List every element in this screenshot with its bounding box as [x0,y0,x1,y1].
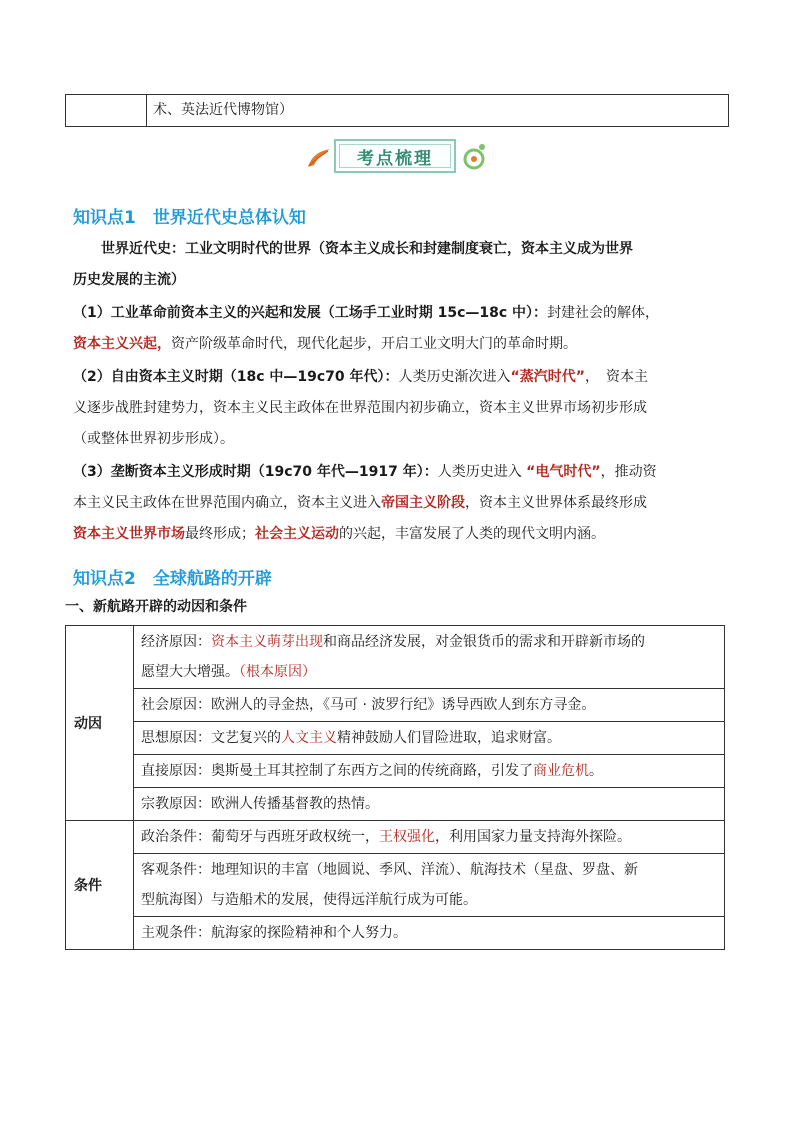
point-3-line2-a: 本主义民主政体在世界范围内确立，资本主义进入 [73,495,381,511]
table-row [66,722,725,755]
condition-label: 条件 [66,821,134,950]
religious-reason: 宗教原因：欧洲人传播基督教的热情。 [134,788,725,821]
point-2-line-2: 义逐步战胜封建势力，资本主义民主政体在世界范围内初步确立，资本主义世界市场初步形成 [73,400,647,416]
point-3-text: 人类历史进入 [437,464,527,480]
emphasis: 王权强化 [379,829,435,845]
point-1-emphasis: 资本主义兴起， [73,336,171,352]
table-empty-cell [66,95,147,126]
point-1-title: （1）工业革命前资本主义的兴起和发展（工场手工业时期 15c—18c 中）： [73,305,548,321]
kp1-intro-cont [73,265,733,296]
table-row [66,689,725,722]
point-3-line2-emphasis: 帝国主义阶段 [381,495,465,511]
emphasis: 资本主义萌芽出现 [211,634,323,650]
intro-line-2: 历史发展的主流） [73,272,185,288]
kp2-subheading: 一、新航路开辟的动因和条件 [65,599,247,615]
point-3-line3-emphasis-1: 资本主义世界市场 [73,526,185,542]
point-2-title: （2）自由资本主义时期（18c 中—19c70 年代）： [73,369,399,385]
kp1-point-3 [73,457,733,550]
kp2-heading: 知识点2 全球航路的开辟 [73,569,272,589]
emphasis: （根本原因） [239,664,316,680]
point-3-line3-b: 的兴起，丰富发展了人类的现代文明内涵。 [339,526,605,542]
social-reason: 社会原因：欧洲人的寻金热，《马可 · 波罗行纪》诱导西欧人到东方寻金。 [134,689,725,722]
objective-condition: 客观条件：地理知识的丰富（地圆说、季风、洋流）、航海技术（星盘、罗盘、新 型航海图）与造船术的发展，使得远洋航行成为可能。 [134,854,725,917]
point-3-title: （3）垄断资本主义形成时期（19c70 年代—1917 年）： [73,464,438,480]
table-row [66,854,725,917]
economic-reason: 经济原因：资本主义萌芽出现和商品经济发展，对金银货币的需求和开辟新市场的 愿望大大增强。（根本原因） [134,626,725,689]
banner-frame [334,139,456,173]
point-1-rest: 资产阶级革命时代，现代化起步，开启工业文明大门的革命时期。 [171,336,577,352]
table-row [66,821,725,854]
point-3-line2-b: ，资本主义世界体系最终形成 [465,495,647,511]
point-3-text2: ，推动资 [600,464,657,480]
table-row [66,626,725,689]
ideological-reason: 思想原因：文艺复兴的人文主义精神鼓励人们冒险进取，追求财富。 [134,722,725,755]
point-1-text: 封建社会的解体， [547,305,660,321]
kp1-intro [73,234,733,265]
subjective-condition: 主观条件：航海家的探险精神和个人努力。 [134,917,725,950]
point-3-line3-a: 最终形成； [185,526,255,542]
table-cell: 术、英法近代博物馆） [153,102,293,118]
emphasis: 人文主义 [281,730,337,746]
kp1-heading: 知识点1 世界近代史总体认知 [73,208,306,228]
continued-table-row [65,94,729,127]
motives-conditions-table [65,625,725,950]
emphasis: 商业危机 [533,763,589,779]
leaf-icon [306,147,332,169]
intro-line-1: 世界近代史：工业文明时代的世界（资本主义成长和封建制度衰亡，资本主义成为世界 [101,241,633,257]
point-2-emphasis: “蒸汽时代” [510,369,585,385]
kp1-point-1 [73,298,733,360]
sprout-icon [460,141,488,175]
point-2-line-3: （或整体世界初步形成）。 [73,431,234,447]
table-row [66,788,725,821]
political-condition: 政治条件：葡萄牙与西班牙政权统一，王权强化，利用国家力量支持海外探险。 [134,821,725,854]
table-row [66,755,725,788]
table-row [66,917,725,950]
banner-title: 考点梳理 [357,148,433,169]
section-banner [300,137,490,179]
point-2-text: 人类历史渐次进入 [398,369,511,385]
direct-reason: 直接原因：奥斯曼土耳其控制了东西方之间的传统商路，引发了商业危机。 [134,755,725,788]
point-3-line3-emphasis-2: 社会主义运动 [255,526,339,542]
point-3-emphasis: “电气时代” [526,464,601,480]
motive-label: 动因 [66,626,134,821]
point-2-text2: ， 资本主 [584,369,648,385]
kp1-point-2 [73,362,733,455]
